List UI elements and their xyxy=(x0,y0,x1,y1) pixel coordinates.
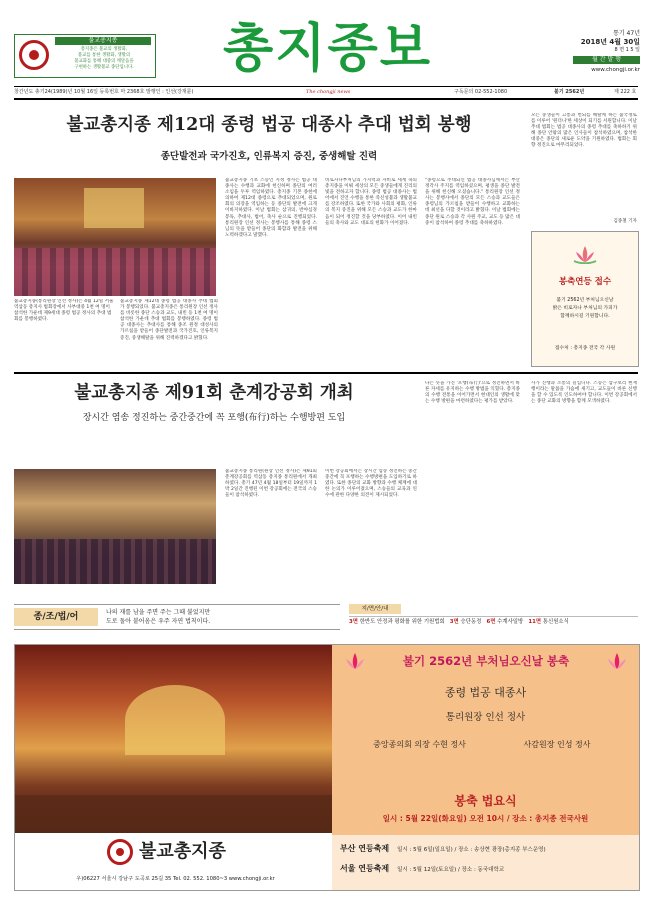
ceremony-title: 봉축 법요식 xyxy=(454,794,517,808)
article1-caption: 불교총지종(통리원장 인선 정사)은 4월 12일 서울 역삼동 총지사 법회장에서 사부대중 1천 여 명이 참석한 가운데 제9세대 종령 법공 정사의 추대 법회를 봉행하였다. xyxy=(14,299,114,322)
notice-contact: 접수처 : 총지종 전국 각 사원 xyxy=(554,346,616,351)
notice-title: 봉축연등 접수 xyxy=(558,277,612,287)
banner-title: 불기 2562년 부처님오신날 봉축 xyxy=(402,654,570,668)
festival-row: 서울 연등축제 일시 : 5월 12일(토요일) / 장소 : 동국대학교 xyxy=(340,864,505,873)
jongjo-box xyxy=(14,604,340,630)
website-link[interactable]: www.chongji.or.kr xyxy=(591,67,640,73)
speaker-title: 종령 법공 대종사 xyxy=(444,686,527,699)
newspaper-title: 총지종보 xyxy=(223,18,432,79)
speaker-sub: 통리원장 인선 정사 xyxy=(445,712,526,723)
contents-box xyxy=(349,604,638,628)
contents-item[interactable]: 3면 한반도 안정과 평화를 위한 기원법회 xyxy=(349,619,445,625)
contents-list xyxy=(349,616,638,627)
org-logo-icon xyxy=(107,839,133,865)
ad-box-text: 총지종은 불교의 생활화, 불교를 통한 생활화, 생활의 불교화를 통해 대중의 깨달음을 구현하는 생활불교 종단입니다. xyxy=(74,47,134,70)
official-2: 사감원장 인성 정사 xyxy=(523,740,591,749)
article1-col1: 불교총지종 제12대 종령 법공 대종사 추대 법회가 봉행되었다. 불교총지종은 통리원장 인선 정사를 비롯한 종단 스승과 교도, 내빈 등 1천 여 명이 참석한 가운데 추대 법회를 봉행하였다. 종령 법공 대종사는 추대사를 통해 종조 원정 대성사의 가르침을 받들어 종단발전과 국가진호, 인류복지 증진, 중생해탈을 위해 진력하겠다고 밝혔다. xyxy=(120,299,218,341)
advertisement xyxy=(14,644,640,891)
ad-box-heading: 불교총지종 xyxy=(55,37,151,45)
lotus-left-icon xyxy=(342,651,368,675)
article1-credit: 김종철 기자 xyxy=(613,219,637,224)
article2-col2: 이번 강공회에서는 장시간 염송 정진하는 중간중간에 꼭 포행하는 수행방편을 도입하기로 하였다. 또한 종단의 교화 방향과 수행 체계에 대한 논의가 이루어졌으며, 스승들의 교육과 연수에 관한 다양한 의견이 제시되었다. xyxy=(325,469,417,499)
frequency-badge: 월 간 발 행 xyxy=(573,56,640,64)
festival-box xyxy=(332,835,639,890)
buddhist-year: 불기 2562년 xyxy=(554,89,585,95)
article2-col3: 다는 뜻을 가진 '포행(布行)'으로 정진하면서 바른 자세를 유지하는 수행 방법을 익혔다. 총지종의 수행 전통을 이어가면서 현대인의 생활에 맞는 수행 방편을 마련하였다는 평가를 받았다. xyxy=(425,381,520,405)
festival-row: 부산 연등축제 일시 : 5월 6일(일요일) / 장소 : 송상현 광장(총지종 부스운영) xyxy=(340,844,546,853)
article2-col4: 사가 진행과 소통의 길입니다. 스승은 삼구보리 현재행이라는 말씀을 가슴에 새기고, 교도들이 바른 신행을 할 수 있도록 인도하여야 합니다. 이번 강공회에서는 종단 교화의 방향을 함께 모색하였다. xyxy=(531,381,637,405)
notice-text: 불기 2562년 부처님오신날 밝은 비로자나 부처님의 가피가 함께하시길 기원합니다. xyxy=(552,298,618,319)
article2-col1: 불교총지종 통리원(원장 인선 정사)은 제91회 춘계강공회를 역삼동 총지종 통리원에서 개최하였다. 총기 47년 4월 18일부터 19일까지 1박 2일간 진행된 이번 강공회에는 전국의 스승들이 참석하였다. xyxy=(225,469,317,499)
masthead-ad-box xyxy=(14,34,156,78)
ad-right-panel xyxy=(332,645,639,890)
article1-col2: 불교총지종 기초 스승인 지정 정사는 법공 대종사는 수행과 교화에 헌신하며 종단의 여러 소임을 두루 역임하였다. 총지종 기본 종헌에 의하여 제12대 종령으로 추대되었으며, 원로회의 의장을 역임하는 등 종단의 발전에 크게 이바지하였다. 이날 법회는 삼귀의, 반야심경 봉독, 추대사, 법어, 축사 순으로 진행되었다. 통리원장 인선 정사는 봉행사를 통해 종령 스님의 뜻을 받들어 종단의 화합과 발전을 위해 노력하겠다고 말했다. xyxy=(225,178,317,238)
contents-item[interactable]: 6면 수계사일방 xyxy=(486,619,524,625)
article1-col3: 비로자나부처님의 가지력과 자비로 세계 속의 총지종을 이뤄 세상의 모든 중생들에게 진리의 빛을 전하고자 합니다. 종령 법공 대종사는 법어에서 진언 수행을 통한 즉신성불과 생활불교를 강조하였다. 또한 국가와 사회의 평화, 인류의 복지 증진을 위해 모든 스승과 교도가 한마음이 되어 정진할 것을 당부하였다. 이어 내빈들의 축사와 교도 대표의 헌화가 이어졌다. xyxy=(325,178,417,226)
english-name: The chongji news xyxy=(306,89,351,95)
official-1: 중앙종의회 의장 수현 정사 xyxy=(373,740,466,749)
dharma-wheel-logo xyxy=(19,40,49,70)
article2-photo xyxy=(14,469,216,584)
jongjo-text: 나의 재를 남을 주면 주는 그때 불었지만 도로 돌아 붙어옴은 우주 자연 법칙이다. xyxy=(106,609,211,625)
ceremony-detail: 일시 : 5월 22일(화요일) 오전 10시 / 장소 : 총지종 전국사원 xyxy=(382,814,589,823)
article1-photo xyxy=(14,178,216,296)
article2-subhead: 장시간 염송 정진하는 중간중간에 꼭 포행(布行)하는 수행방편 도입 xyxy=(82,413,346,423)
article1-col5: 모든 중생들이 고통과 번뇌를 해탈케 하는 불국정토를 이루어 '원더나'한 세상이 되기를 서원합니다. 이날 추대 법회는 법공 대종사의 종령 추대를 축하하기 위해 종단 안팎의 많은 인사들이 참석하였으며, 참석한 대중은 종단의 새로운 도약을 기원하였다. 법회는 회향 정진으로 마무리되었다. xyxy=(531,113,637,149)
subscription-phone: 구독문의 02-552-1080 xyxy=(454,89,508,95)
lotus-icon xyxy=(572,244,598,264)
page-count: 8 면 1 5 일 xyxy=(614,47,640,53)
contents-label: 지/면/안/내 xyxy=(349,604,401,614)
org-name: 불교총지종 xyxy=(139,841,226,862)
issue-seq: 제 222 호 xyxy=(614,89,637,95)
lotus-right-icon xyxy=(604,651,630,675)
ad-footer xyxy=(15,833,332,890)
info-line xyxy=(14,88,638,97)
contents-item[interactable]: 11면 통신원소식 xyxy=(528,619,569,625)
issue-date: 2018년 4월 30일 xyxy=(580,38,640,46)
article1-subhead: 종단발전과 국가진호, 인류복지 증진, 중생해탈 진력 xyxy=(160,151,378,162)
issue-info xyxy=(555,30,640,74)
issue-year: 통기 47년 xyxy=(613,30,640,37)
article1-headline[interactable]: 불교총지종 제12대 종령 법공 대종사 추대 법회 봉행 xyxy=(66,115,472,135)
temple-photo xyxy=(15,645,332,833)
jongjo-label: 종/조/법/어 xyxy=(14,608,98,626)
article1-col4: "종령으로 추대되신 법공 대종사님께서는 부산 정각사 주지를 역임하셨으며, 평생을 종단 발전을 위해 헌신해 오셨습니다." 통리원장 인선 정사는 봉행사에서 종단의 모든 스승과 교도들은 종령님의 가르침을 받들어 수행하고 교화하는 데 최선을 다할 것이라고 밝혔다. 이날 법회에는 종단 원로 스승과 각 사원 주교, 교도 등 많은 대중이 참석하여 종령 추대를 축하하였다. xyxy=(425,178,520,226)
org-address: 우)06227 서울시 강남구 도곡로 25길 35 Tel. 02. 552. 1080~3 www.chongji.or.kr xyxy=(76,876,275,882)
notice-box xyxy=(531,231,639,367)
article2-headline[interactable]: 불교총지종 제91회 춘계강공회 개최 xyxy=(74,383,354,403)
registration-info: 창간년도 총기24(1989)년 10월 16일 등록번호 마 2368호 발행인 : 인선(강재륜) xyxy=(14,89,194,95)
contents-item[interactable]: 3면 승단동정 xyxy=(449,619,482,625)
